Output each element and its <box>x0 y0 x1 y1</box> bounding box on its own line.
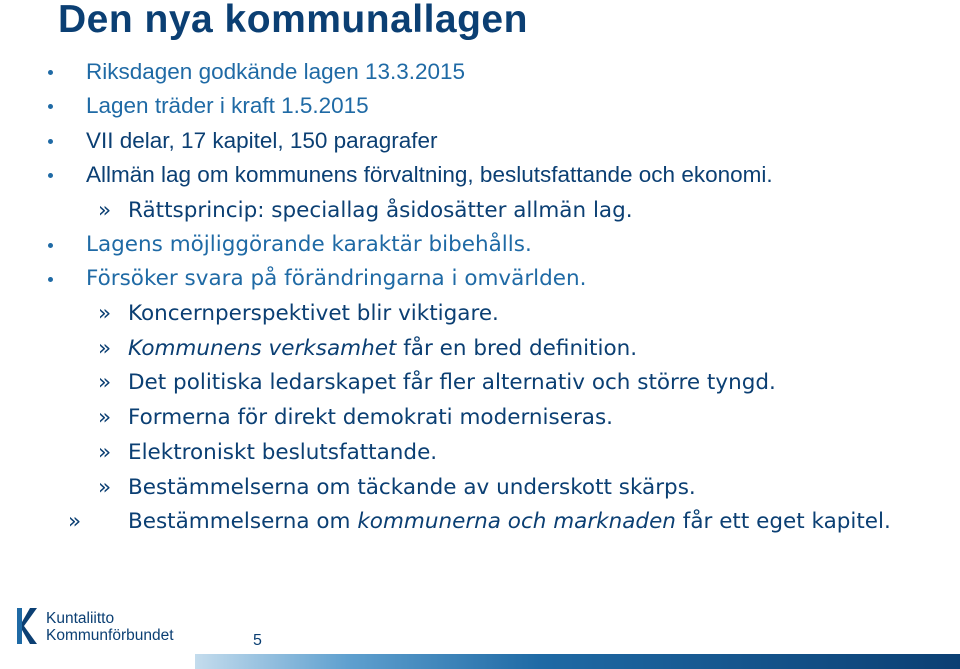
logo-line-2: Kommunförbundet <box>46 627 174 644</box>
bullet-dot-icon <box>48 104 53 109</box>
list-item-text: Försöker svara på förändringarna i omvärlden. <box>86 266 587 291</box>
list-item-text: får ett eget kapitel. <box>675 509 891 534</box>
page-number: 5 <box>253 632 262 649</box>
footer-gradient-bar <box>195 654 960 669</box>
bullet-dot-icon <box>48 277 53 282</box>
list-item-text: Lagen träder i kraft 1.5.2015 <box>86 93 369 118</box>
bullet-dot-icon <box>48 139 53 144</box>
chevron-marker-icon: » <box>98 198 112 223</box>
list-item-text: Riksdagen godkände lagen 13.3.2015 <box>86 59 466 84</box>
chevron-marker-icon: » <box>98 301 112 326</box>
chevron-marker-icon: » <box>98 440 112 465</box>
list-item-italic-text: Kommunens verksamhet <box>128 336 397 361</box>
list-item-text: Rättsprincip: speciallag åsidosätter allmän lag. <box>128 198 633 223</box>
list-item-text: Koncernperspektivet blir viktigare. <box>128 301 499 326</box>
list-item-italic-text: kommunerna och marknaden <box>357 509 676 534</box>
list-item-text: Det politiska ledarskapet får fler alternativ och större tyngd. <box>128 370 776 395</box>
list-item-text: VII delar, 17 kapitel, 150 paragrafer <box>86 128 438 153</box>
bullet-dot-icon <box>48 243 53 248</box>
logo-wordmark <box>46 610 174 644</box>
slide-title: Den nya kommunallagen <box>58 0 528 41</box>
chevron-marker-icon: » <box>68 509 82 534</box>
chevron-marker-icon: » <box>98 370 112 395</box>
list-item-text: Allmän lag om kommunens förvaltning, beslutsfattande och ekonomi. <box>86 162 773 187</box>
chevron-marker-icon: » <box>98 405 112 430</box>
list-item-text: Bestämmelserna om täckande av underskott skärps. <box>128 475 696 500</box>
list-item-text: får en bred definition. <box>396 336 638 361</box>
list-item-text: Formerna för direkt demokrati moderniseras. <box>128 405 613 430</box>
chevron-marker-icon: » <box>98 475 112 500</box>
kuntaliitto-logo-icon <box>15 606 39 646</box>
bullet-dot-icon <box>48 70 53 75</box>
list-item-text: Elektroniskt beslutsfattande. <box>128 440 438 465</box>
bullet-dot-icon <box>48 173 53 178</box>
list-item-text: Lagens möjliggörande karaktär bibehålls. <box>86 232 532 257</box>
list-item-text: Bestämmelserna om <box>128 509 358 534</box>
logo-line-1: Kuntaliitto <box>46 610 115 627</box>
chevron-marker-icon: » <box>98 336 112 361</box>
